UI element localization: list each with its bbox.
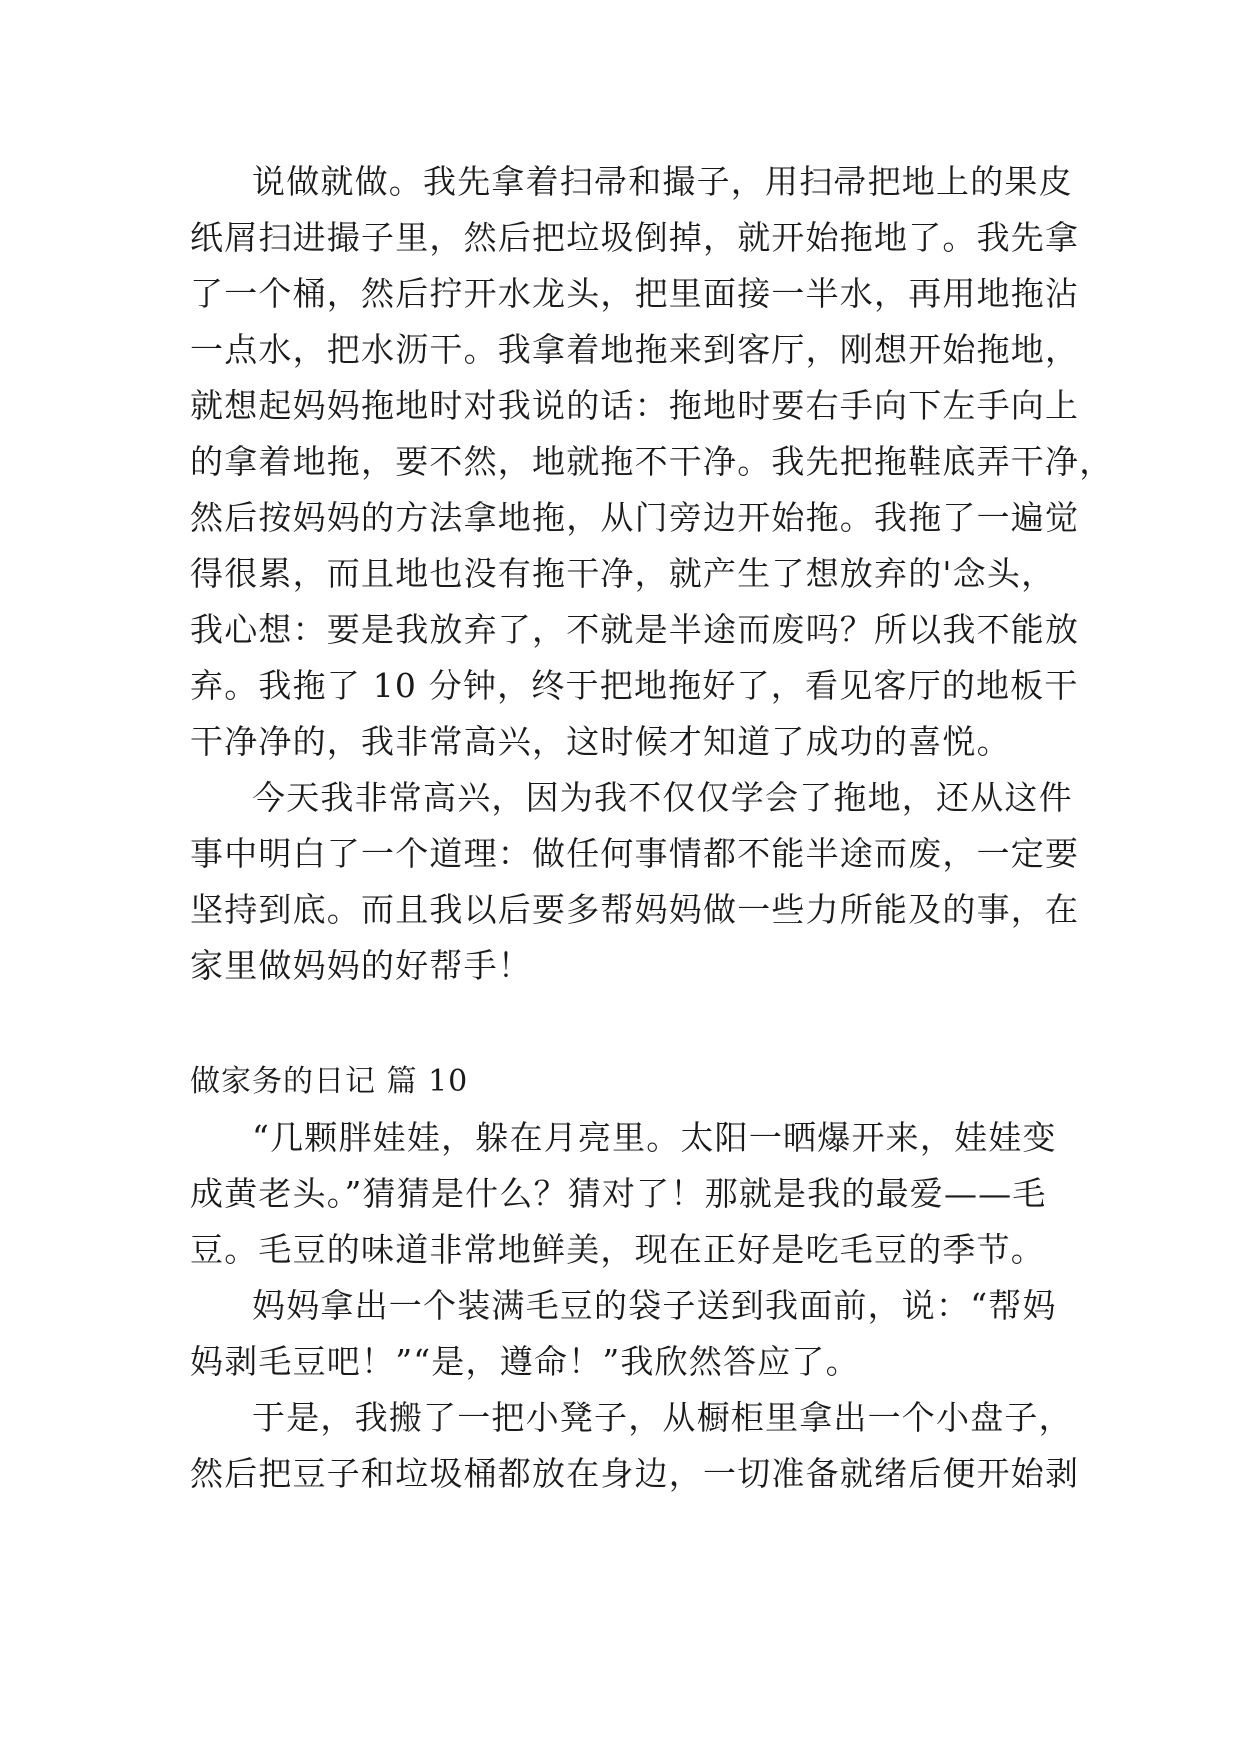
text-line: 说做就做。我先拿着扫帚和撮子，用扫帚把地上的果皮	[252, 162, 1073, 201]
text-line: 然后把豆子和垃圾桶都放在身边，一切准备就绪后便开始剥	[190, 1454, 1080, 1493]
text-line: 成黄老头。”猜猜是什么？猜对了！那就是我的最爱——毛	[190, 1174, 1047, 1213]
text-line: 弃。我拖了 10 分钟，终于把地拖好了，看见客厅的地板干	[190, 666, 1079, 705]
text-line: 事中明白了一个道理：做任何事情都不能半途而废，一定要	[190, 834, 1080, 873]
text-line: 妈妈拿出一个装满毛豆的袋子送到我面前，说：“帮妈	[252, 1286, 1057, 1325]
text-line: 得很累，而且地也没有拖干净，就产生了想放弃的'念头，	[190, 554, 1056, 593]
text-line: 的拿着地拖，要不然，地就拖不干净。我先把拖鞋底弄干净，	[190, 442, 1114, 481]
text-line: 我心想：要是我放弃了，不就是半途而废吗？所以我不能放	[190, 610, 1080, 649]
text-line: “几颗胖娃娃，躲在月亮里。太阳一晒爆开来，娃娃变	[252, 1118, 1057, 1157]
text-line: 家里做妈妈的好帮手！	[190, 946, 532, 985]
text-line: 坚持到底。而且我以后要多帮妈妈做一些力所能及的事，在	[190, 890, 1080, 929]
text-line: 今天我非常高兴，因为我不仅仅学会了拖地，还从这件	[252, 778, 1073, 817]
text-line: 然后按妈妈的方法拿地拖，从门旁边开始拖。我拖了一遍觉	[190, 498, 1080, 537]
text-line: 于是，我搬了一把小凳子，从橱柜里拿出一个小盘子，	[252, 1398, 1073, 1437]
text-line: 干净净的，我非常高兴，这时候才知道了成功的喜悦。	[190, 722, 1011, 761]
text-line: 豆。毛豆的味道非常地鲜美，现在正好是吃毛豆的季节。	[190, 1230, 1045, 1269]
text-line: 了一个桶，然后拧开水龙头，把里面接一半水，再用地拖沾	[190, 274, 1080, 313]
section-heading: 做家务的日记 篇 10	[190, 1064, 469, 1099]
text-line: 一点水，把水沥干。我拿着地拖来到客厅，刚想开始拖地，	[190, 330, 1080, 369]
text-line: 纸屑扫进撮子里，然后把垃圾倒掉，就开始拖地了。我先拿	[190, 218, 1080, 257]
text-line: 妈剥毛豆吧！”“是，遵命！”我欣然答应了。	[190, 1342, 860, 1381]
text-line: 就想起妈妈拖地时对我说的话：拖地时要右手向下左手向上	[190, 386, 1080, 425]
